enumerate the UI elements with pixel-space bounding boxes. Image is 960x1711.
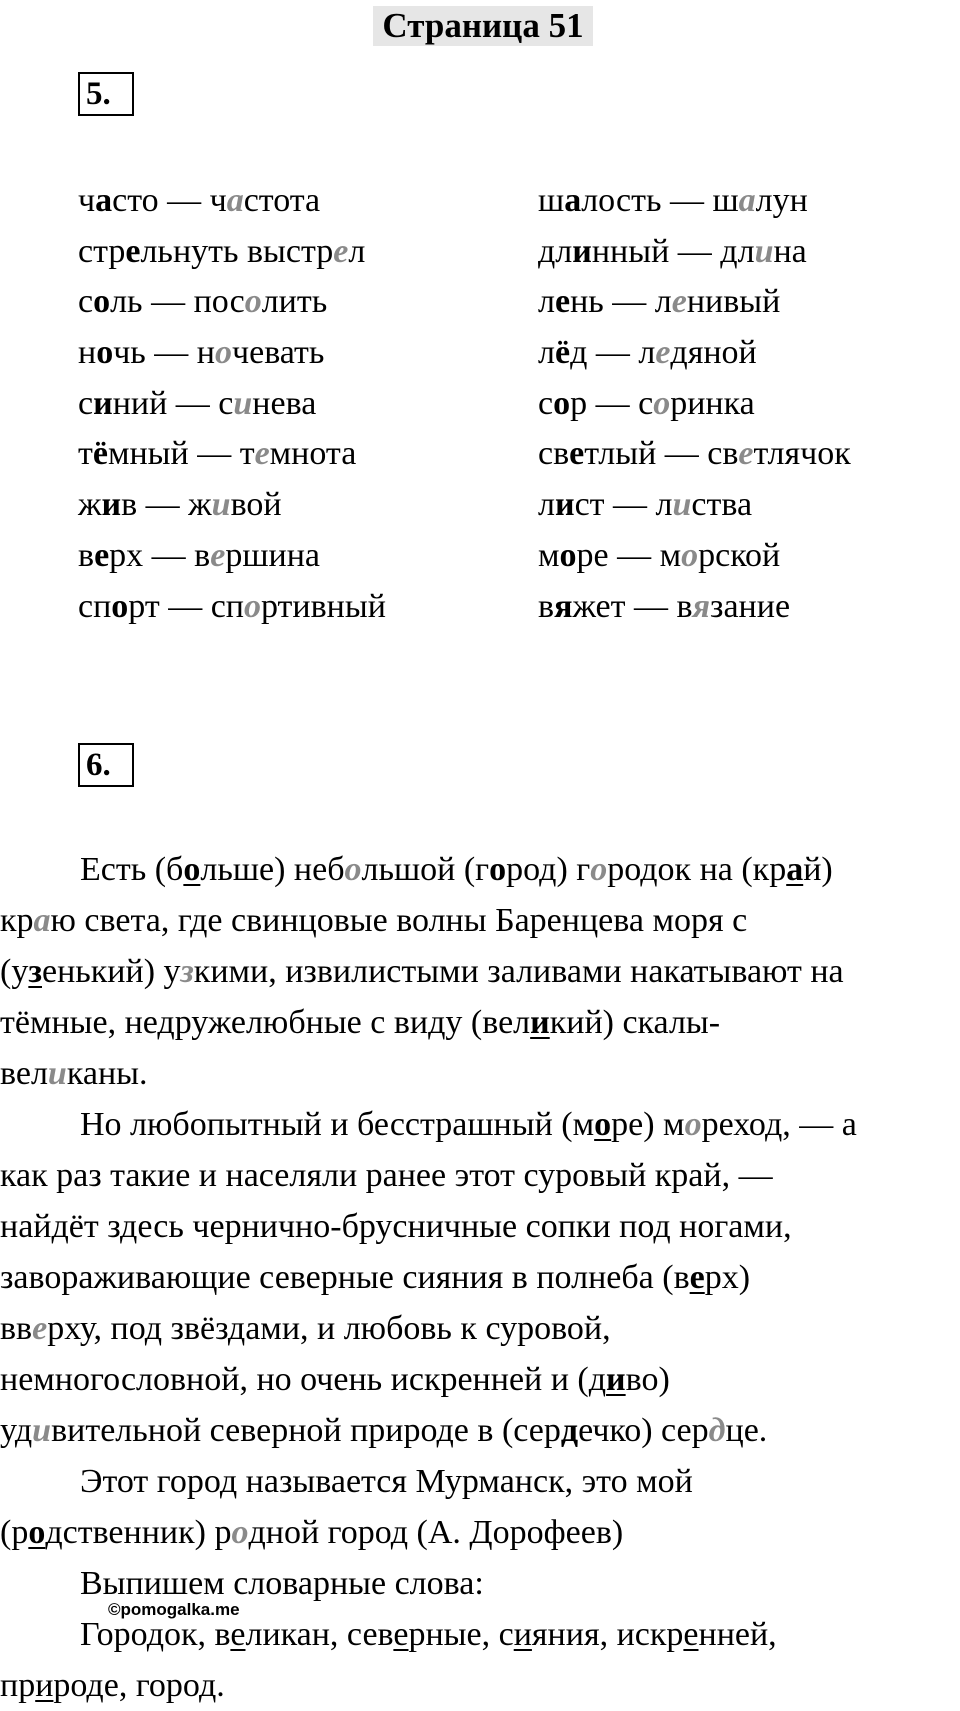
text-fragment: завораживающие северные сияния в полнеба (в: [0, 1259, 690, 1296]
text-fragment: Есть (б: [80, 851, 184, 888]
stressed-vowel: о: [553, 384, 571, 422]
stressed-vowel: о: [96, 334, 114, 372]
checked-vowel: з: [180, 953, 194, 990]
word-pair: [538, 379, 851, 430]
text-fragment: нный — дл: [591, 232, 755, 270]
text-line: [0, 1303, 960, 1354]
text-fragment: на: [773, 232, 807, 270]
text-fragment: кий) скалы-: [549, 1004, 721, 1041]
text-fragment: ний — с: [112, 384, 234, 422]
text-fragment: нева: [252, 384, 317, 422]
text-fragment: жет — в: [572, 587, 693, 625]
watermark: ©pomogalka.me: [108, 1600, 240, 1619]
text-fragment: льше) неб: [200, 851, 345, 888]
checked-vowel: я: [692, 587, 711, 625]
checked-vowel: о: [215, 334, 233, 372]
text-fragment: ш: [538, 182, 565, 219]
text-fragment: стота: [243, 182, 321, 219]
checked-vowel: а: [33, 902, 51, 939]
stressed-vowel: о: [93, 283, 111, 321]
text-fragment: дной город (А. Дорофеев): [248, 1514, 624, 1551]
check-letter: е: [689, 1259, 705, 1296]
stressed-vowel: и: [101, 486, 122, 524]
text-fragment: реход, — а: [701, 1106, 857, 1143]
check-letter: о: [594, 1106, 612, 1143]
checked-vowel: о: [653, 384, 671, 422]
word-pair: [78, 227, 386, 278]
text-fragment: св: [538, 435, 570, 473]
stressed-vowel: и: [93, 384, 113, 422]
word-pair: [538, 480, 851, 531]
text-fragment: Но любопытный и бесстрашный (м: [80, 1106, 595, 1143]
checked-vowel: о: [590, 851, 608, 888]
text-fragment: вительной северной природе в (сер: [51, 1412, 561, 1449]
checked-vowel: е: [32, 1310, 48, 1347]
text-fragment: ринка: [670, 384, 755, 422]
text-fragment: в — ж: [121, 486, 212, 524]
text-fragment: уд: [0, 1412, 33, 1449]
checked-vowel: о: [244, 283, 262, 321]
checked-vowel: и: [47, 1055, 67, 1092]
text-fragment: ства: [691, 486, 753, 524]
dictionary-letter: д: [146, 1616, 165, 1653]
dictionary-letter: и: [35, 1667, 54, 1704]
checked-vowel: е: [333, 232, 349, 270]
check-letter: и: [606, 1361, 626, 1398]
task-5-number: 5: [86, 76, 103, 112]
text-fragment: м: [538, 536, 560, 574]
text-line: [0, 997, 960, 1048]
text-fragment: льшой (г: [361, 851, 490, 888]
word-pair: [78, 480, 386, 531]
text-line: [0, 895, 960, 946]
text-fragment: д — л: [570, 334, 656, 372]
text-fragment: р — с: [570, 384, 654, 422]
text-fragment: ст — л: [574, 486, 673, 524]
text-fragment: н: [78, 334, 97, 372]
text-fragment: чь — н: [113, 334, 216, 372]
text-fragment: рные, с: [408, 1616, 514, 1653]
dictionary-letter: е: [683, 1616, 699, 1653]
text-line: [0, 844, 960, 895]
dictionary-letter: е: [230, 1616, 246, 1653]
text-fragment: вел: [0, 1055, 48, 1092]
task-6-number-box: 6.: [78, 743, 134, 787]
word-pair: [78, 176, 386, 227]
word-pair: [78, 429, 386, 480]
text-fragment: сп: [78, 587, 112, 625]
word-pair: [78, 328, 386, 379]
text-fragment: тлый — св: [584, 435, 739, 473]
check-letter: а: [786, 851, 804, 888]
text-fragment: й): [803, 851, 833, 888]
checked-vowel: о: [244, 587, 261, 625]
word-pair: [538, 227, 851, 278]
checked-vowel: о: [344, 851, 362, 888]
checked-vowel: а: [226, 182, 244, 219]
text-fragment: рх): [704, 1259, 751, 1296]
stressed-vowel: ё: [554, 334, 571, 372]
stressed-vowel: и: [572, 232, 592, 270]
task-5-left-column: [78, 176, 386, 632]
text-fragment: немногословной, но очень искренней и (д: [0, 1361, 607, 1398]
text-fragment: тёмные, недружелюбные с виду (вел: [0, 1004, 531, 1041]
text-fragment: л: [538, 486, 555, 524]
text-fragment: енький) у: [42, 953, 181, 990]
text-fragment: ок, в: [164, 1616, 231, 1653]
task-5-number-box: 5.: [78, 72, 134, 116]
stressed-vowel: е: [569, 435, 585, 473]
word-pair: [538, 277, 851, 328]
word-pair: [538, 582, 851, 633]
dictionary-letter: и: [513, 1616, 532, 1653]
checked-vowel: е: [655, 334, 671, 372]
text-line: [0, 1456, 960, 1507]
text-fragment: лить: [261, 283, 328, 321]
checked-vowel: о: [681, 536, 699, 574]
text-line: [0, 1252, 960, 1303]
text-fragment: чевать: [232, 334, 325, 372]
stressed-vowel: о: [559, 536, 577, 574]
text-fragment: ре) м: [611, 1106, 685, 1143]
stressed-vowel: е: [554, 283, 571, 321]
text-fragment: ж: [78, 486, 102, 524]
word-pair: [538, 531, 851, 582]
stressed-vowel: ё: [92, 435, 108, 473]
text-fragment: вой: [230, 486, 282, 524]
word-pair: [538, 429, 851, 480]
text-fragment: рх — в: [109, 536, 211, 574]
text-fragment: с: [78, 384, 94, 422]
text-fragment: пр: [0, 1667, 36, 1704]
text-fragment: в: [538, 587, 555, 625]
text-fragment: ечко) сер: [578, 1412, 709, 1449]
text-line: [0, 1048, 960, 1099]
text-fragment: ч: [78, 182, 96, 219]
text-fragment: роде, горо: [53, 1667, 199, 1704]
word-pair: [78, 582, 386, 633]
text-line: [0, 1405, 960, 1456]
text-fragment: нивый: [686, 283, 781, 321]
text-fragment: л: [538, 283, 555, 321]
checked-vowel: д: [708, 1412, 726, 1449]
word-pair: [538, 328, 851, 379]
text-fragment: т: [78, 435, 93, 473]
text-fragment: ликан, сев: [245, 1616, 394, 1653]
text-fragment: рт — сп: [128, 587, 244, 625]
text-fragment: лун: [755, 182, 808, 219]
checked-vowel: а: [738, 182, 756, 219]
text-line: [0, 1150, 960, 1201]
text-fragment: рской: [698, 536, 781, 574]
word-pair: [78, 277, 386, 328]
stressed-vowel: е: [125, 232, 141, 270]
word-pair: [78, 531, 386, 582]
check-letter: о: [28, 1514, 46, 1551]
stressed-vowel: о: [111, 587, 129, 625]
text-line: [0, 1507, 960, 1558]
text-line: [0, 1354, 960, 1405]
text-fragment: льнуть выстр: [140, 232, 334, 270]
text-fragment: вв: [0, 1310, 33, 1347]
page-title: Страница 51: [373, 6, 593, 46]
checked-vowel: и: [754, 232, 774, 270]
checked-vowel: о: [684, 1106, 702, 1143]
text-fragment: (у: [0, 953, 29, 990]
text-fragment: нней,: [698, 1616, 777, 1653]
text-line: [0, 1660, 960, 1711]
check-letter: и: [530, 1004, 550, 1041]
text-fragment: лость — ш: [581, 182, 739, 219]
check-letter: д: [560, 1412, 579, 1449]
text-fragment: как раз такие и населяли ранее этот суровый край, —: [0, 1157, 773, 1194]
text-fragment: Этот город называется Мурманск, это мой: [80, 1463, 693, 1500]
text-fragment: род) г: [506, 851, 591, 888]
task-5-right-column: [538, 176, 851, 632]
text-fragment: с: [78, 283, 94, 321]
text-line: [0, 946, 960, 997]
text-fragment: найдёт здесь чернично-брусничные сопки под ногами,: [0, 1208, 792, 1245]
text-line: [0, 1201, 960, 1252]
check-letter: о: [183, 851, 201, 888]
checked-vowel: е: [738, 435, 754, 473]
text-fragment: ре — м: [576, 536, 682, 574]
text-fragment: це.: [725, 1412, 768, 1449]
text-fragment: в: [78, 536, 95, 574]
text-fragment: (р: [0, 1514, 29, 1551]
text-fragment: тлячок: [753, 435, 851, 473]
text-fragment: во): [625, 1361, 670, 1398]
text-fragment: Горо: [80, 1616, 147, 1653]
text-fragment: стр: [78, 232, 126, 270]
text-fragment: ль — пос: [110, 283, 245, 321]
dictionary-letter: д: [198, 1667, 217, 1704]
checked-vowel: е: [210, 536, 226, 574]
stressed-vowel: е: [94, 536, 110, 574]
text-fragment: ртивный: [261, 587, 386, 625]
text-fragment: дл: [538, 232, 573, 270]
checked-vowel: и: [32, 1412, 52, 1449]
text-fragment: родок на (кр: [607, 851, 787, 888]
text-line: [0, 1099, 960, 1150]
text-fragment: .: [216, 1667, 225, 1704]
word-pair: [78, 379, 386, 430]
word-pair: [538, 176, 851, 227]
text-fragment: мнота: [269, 435, 357, 473]
checked-vowel: е: [254, 435, 270, 473]
text-fragment: яния, искр: [531, 1616, 684, 1653]
text-fragment: ю света, где свинцовые волны Баренцева моря с: [50, 902, 748, 939]
stressed-vowel: а: [564, 182, 582, 219]
stressed-vowel: о: [489, 851, 507, 888]
task-6-text: [0, 844, 960, 1711]
text-fragment: зание: [710, 587, 791, 625]
stressed-vowel: а: [95, 182, 113, 219]
text-fragment: кими, извилистыми заливами накатывают на: [193, 953, 844, 990]
text-fragment: дяной: [670, 334, 757, 372]
text-fragment: нь — л: [570, 283, 672, 321]
text-fragment: л: [538, 334, 555, 372]
checked-vowel: и: [233, 384, 253, 422]
task-6-number: 6: [86, 747, 103, 783]
text-fragment: дственник) р: [45, 1514, 232, 1551]
text-fragment: кр: [0, 902, 34, 939]
check-letter: з: [28, 953, 42, 990]
text-fragment: Выпишем словарные слова:: [80, 1565, 484, 1602]
stressed-vowel: и: [554, 486, 575, 524]
text-fragment: каны.: [66, 1055, 148, 1092]
text-fragment: с: [538, 384, 554, 422]
dictionary-letter: е: [393, 1616, 409, 1653]
text-fragment: рху, под звёздами, и любовь к суровой,: [47, 1310, 611, 1347]
checked-vowel: и: [672, 486, 692, 524]
text-fragment: мный — т: [107, 435, 255, 473]
text-fragment: ршина: [225, 536, 320, 574]
text-fragment: сто — ч: [112, 182, 227, 219]
stressed-vowel: я: [554, 587, 573, 625]
checked-vowel: и: [211, 486, 231, 524]
text-fragment: л: [348, 232, 366, 270]
checked-vowel: о: [231, 1514, 249, 1551]
checked-vowel: е: [671, 283, 687, 321]
